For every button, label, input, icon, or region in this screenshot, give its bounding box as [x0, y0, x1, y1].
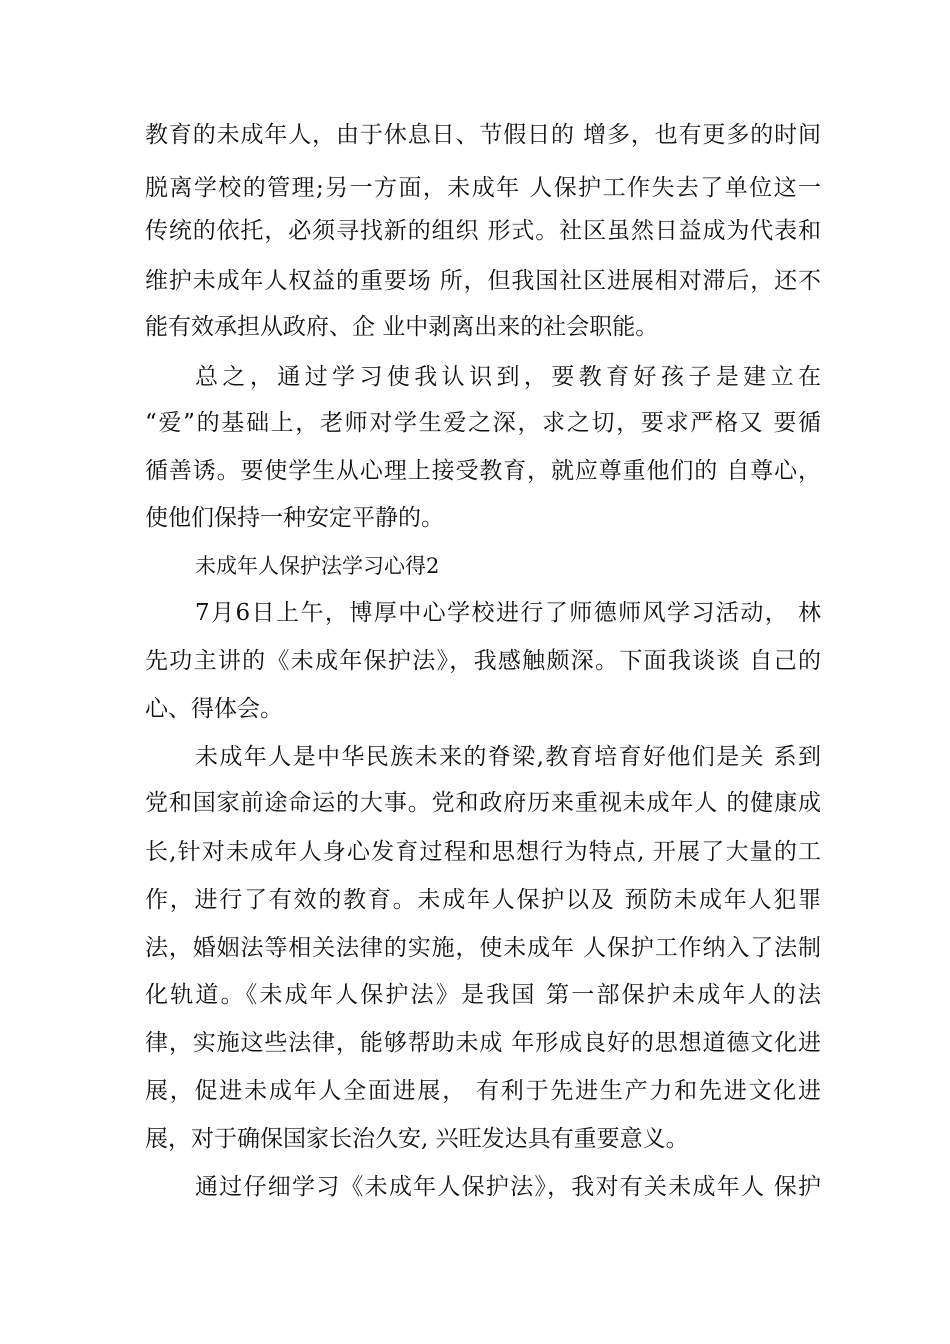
- text-line: 能有效承担从政府、企 业中剥离出来的社会职能。: [145, 314, 659, 340]
- text-line: 心、得体会。: [145, 696, 283, 722]
- text-line: “爱”的基础上，老师对学生爱之深，求之切，要求严格又 要循: [145, 410, 821, 436]
- text-line: 维护未成年人权益的重要场 所，但我国社区进展相对滞后，还不: [145, 268, 821, 294]
- text-line: 法，婚姻法等相关法律的实施，使未成年 人保护工作纳入了法制: [145, 935, 821, 961]
- paragraph-start-line: 7月6日上午，博厚中心学校进行了师德师风学习活动， 林: [195, 600, 821, 626]
- paragraph-start-line: 通过仔细学习《未成年人保护法》，我对有关未成年人 保护: [195, 1174, 821, 1200]
- paragraph-start-line: 未成年人是中华民族未来的脊梁,教育培育好他们是关 系到: [195, 744, 821, 770]
- text-line: 作，进行了有效的教育。未成年人保护以及 预防未成年人犯罪: [145, 887, 821, 913]
- text-line: 律，实施这些法律，能够帮助未成 年形成良好的思想道德文化进: [145, 1030, 821, 1056]
- text-line: 循善诱。要使学生从心理上接受教育，就应尊重他们的 自尊心，: [145, 458, 821, 484]
- text-line: 脱离学校的管理;另一方面，未成年 人保护工作失去了单位这一: [145, 175, 821, 201]
- paragraph-start-line: 总之，通过学习使我认识到，要教育好孩子是建立在: [195, 364, 821, 390]
- text-line: 先功主讲的《未成年保护法》，我感触颇深。下面我谈谈 自己的: [145, 648, 821, 674]
- text-line: 展，促进未成年人全面进展， 有利于先进生产力和先进文化进: [145, 1078, 821, 1104]
- text-line: 化轨道。《未成年人保护法》是我国 第一部保护未成年人的法: [145, 982, 821, 1008]
- text-line: 展，对于确保国家长治久安, 兴旺发达具有重要意义。: [145, 1126, 689, 1152]
- text-line: 使他们保持一种安定平静的。: [145, 505, 444, 531]
- text-line: 党和国家前途命运的大事。党和政府历来重视未成年人 的健康成: [145, 790, 821, 816]
- text-line: 教育的未成年人，由于休息日、节假日的 增多，也有更多的时间: [145, 122, 821, 148]
- text-line: 传统的依托，必须寻找新的组织 形式。社区虽然日益成为代表和: [145, 218, 821, 244]
- section-title: 未成年人保护法学习心得2: [195, 554, 440, 578]
- text-line: 长,针对未成年人身心发育过程和思想行为特点, 开展了大量的工: [145, 839, 821, 865]
